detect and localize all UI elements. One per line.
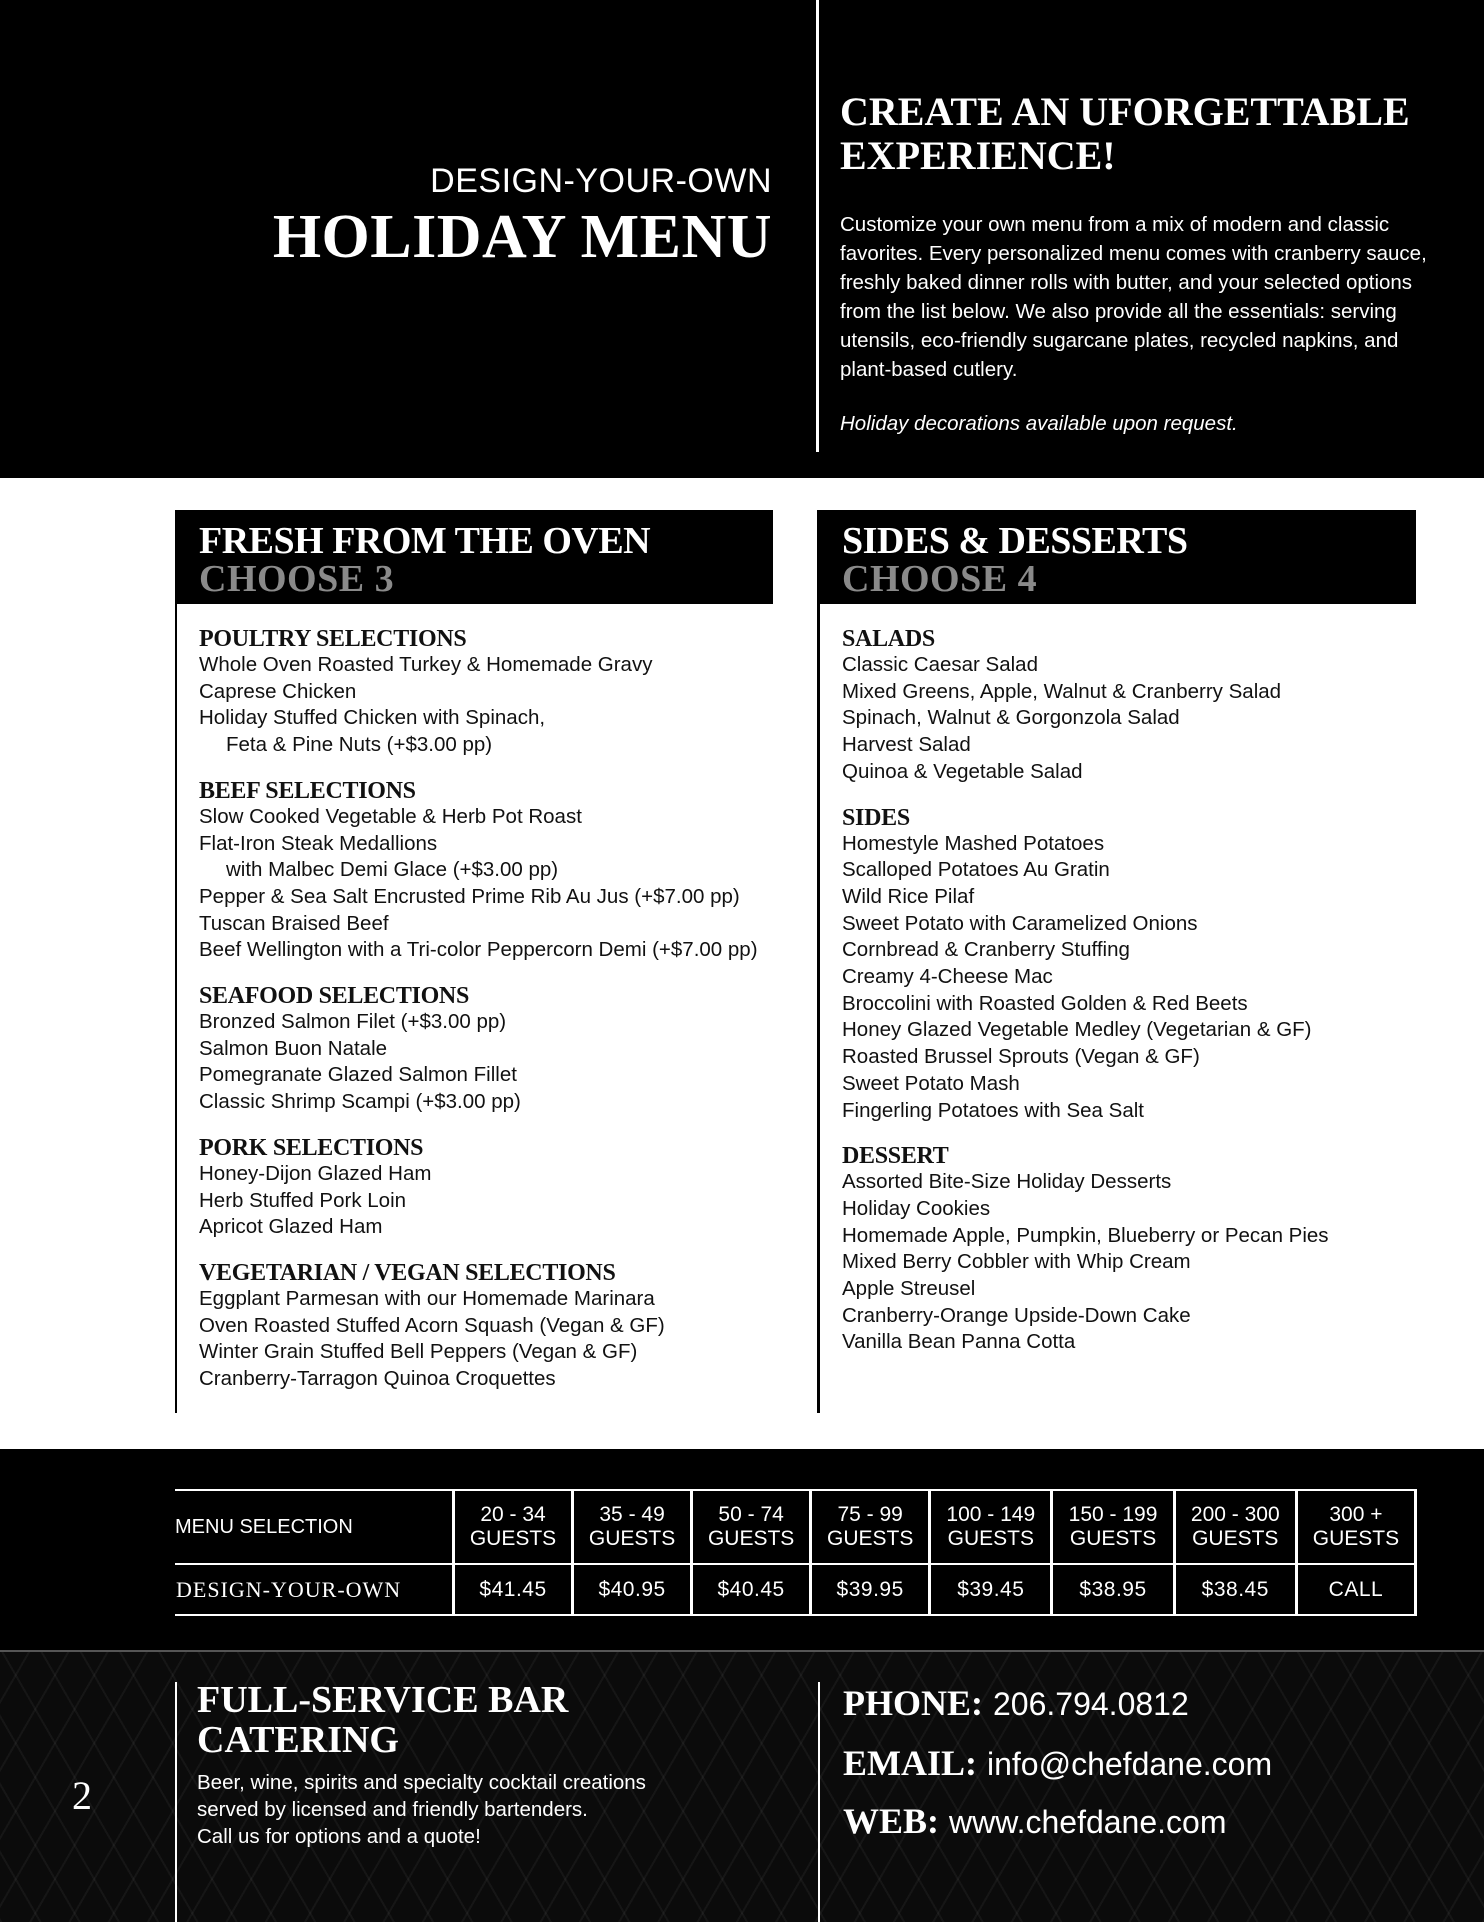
menu-item: Herb Stuffed Pork Loin xyxy=(199,1188,407,1212)
oven-banner xyxy=(177,510,773,604)
tier-header xyxy=(1296,1490,1415,1564)
tier-unit: GUESTS xyxy=(707,1527,795,1550)
menu-item: Holiday Stuffed Chicken with Spinach, xyxy=(199,706,546,730)
menu-item: Harvest Salad xyxy=(842,733,971,757)
section-title: BEEF SELECTIONS xyxy=(199,777,416,804)
menu-item: Classic Caesar Salad xyxy=(842,653,1038,676)
menu-item: Cranberry-Tarragon Quinoa Croquettes xyxy=(199,1367,556,1391)
menu-item: Flat-Iron Steak Medallions xyxy=(199,831,438,855)
pricing-row xyxy=(175,1564,1416,1615)
page-number: 2 xyxy=(72,1773,92,1818)
bar-desc-line: served by licensed and friendly bartenders. xyxy=(197,1798,588,1821)
pricing-table xyxy=(175,1489,1417,1616)
cta-heading xyxy=(840,90,1440,178)
footer-divider xyxy=(175,1682,177,1922)
menu-item: Winter Grain Stuffed Bell Peppers (Vegan & GF) xyxy=(199,1340,638,1364)
bar-catering-title xyxy=(197,1680,657,1760)
menu-item: Whole Oven Roasted Turkey & Homemade Gravy xyxy=(199,653,653,676)
pricing-band xyxy=(0,1449,1484,1650)
menu-item: Classic Shrimp Scampi (+$3.00 pp) xyxy=(199,1090,521,1114)
menu-item: Tuscan Braised Beef xyxy=(199,911,389,935)
menu-item: Feta & Pine Nuts (+$3.00 pp) xyxy=(226,733,493,757)
section-title: DESSERT xyxy=(842,1143,949,1170)
pork-section xyxy=(199,1135,773,1241)
menu-item: Beef Wellington with a Tri-color Peppercorn Demi (+$7.00 pp) xyxy=(199,938,758,962)
email-address[interactable]: info@chefdane.com xyxy=(987,1746,1273,1782)
menu-item: Creamy 4-Cheese Mac xyxy=(842,965,1053,989)
web-label: WEB: xyxy=(843,1801,940,1841)
menu-item: Eggplant Parmesan with our Homemade Marinara xyxy=(199,1286,655,1310)
menu-item: Sweet Potato with Caramelized Onions xyxy=(842,911,1198,935)
email-contact[interactable] xyxy=(843,1742,1272,1784)
sides-section xyxy=(842,805,1416,1125)
design-your-own-label: DESIGN-YOUR-OWN xyxy=(175,1564,454,1615)
phone-number[interactable]: 206.794.0812 xyxy=(993,1686,1189,1722)
menu-item: Fingerling Potatoes with Sea Salt xyxy=(842,1098,1144,1122)
bar-title-line-1: FULL-SERVICE BAR xyxy=(197,1679,569,1721)
menu-pretitle: DESIGN-YOUR-OWN xyxy=(430,162,772,200)
beef-section xyxy=(199,778,773,964)
footer-divider xyxy=(818,1682,820,1922)
tier-range: 100 - 149 xyxy=(946,1503,1036,1526)
menu-item: Slow Cooked Vegetable & Herb Pot Roast xyxy=(199,804,582,828)
menu-item: with Malbec Demi Glace (+$3.00 pp) xyxy=(226,858,559,882)
sides-banner xyxy=(820,510,1416,604)
menu-item: Spinach, Walnut & Gorgonzola Salad xyxy=(842,706,1180,730)
menu-item: Oven Roasted Stuffed Acorn Squash (Vegan & GF) xyxy=(199,1313,665,1337)
menu-item: Pomegranate Glazed Salmon Fillet xyxy=(199,1063,517,1087)
tier-header xyxy=(692,1490,811,1564)
pricing-header-row xyxy=(175,1490,1416,1564)
tier-header xyxy=(573,1490,692,1564)
tier-unit: GUESTS xyxy=(1069,1527,1157,1550)
salads-section xyxy=(842,626,1416,786)
menu-item: Cornbread & Cranberry Stuffing xyxy=(842,938,1130,962)
sides-desserts-column xyxy=(817,510,1416,1413)
cta-line-2: EXPERIENCE! xyxy=(840,133,1116,178)
bar-desc-line: Beer, wine, spirits and specialty cocktail creations xyxy=(197,1771,646,1794)
tier-unit: GUESTS xyxy=(947,1527,1034,1550)
tier-price: $38.95 xyxy=(1052,1564,1174,1615)
menu-item: Honey-Dijon Glazed Ham xyxy=(199,1161,432,1185)
tier-price: $39.95 xyxy=(811,1564,930,1615)
fresh-from-oven-column xyxy=(175,510,773,1413)
menu-item: Salmon Buon Natale xyxy=(199,1036,388,1060)
tier-unit: GUESTS xyxy=(826,1527,914,1550)
menu-selection-header: MENU SELECTION xyxy=(175,1490,454,1564)
section-title: SALADS xyxy=(842,626,935,652)
tier-header xyxy=(1174,1490,1296,1564)
menu-item: Quinoa & Vegetable Salad xyxy=(842,759,1083,783)
sides-choose: CHOOSE 4 xyxy=(842,558,1038,600)
menu-item: Holiday Cookies xyxy=(842,1196,991,1220)
tier-unit: GUESTS xyxy=(1192,1527,1279,1550)
tier-unit: GUESTS xyxy=(1312,1527,1400,1550)
bar-catering-description xyxy=(197,1769,697,1850)
vegetarian-section xyxy=(199,1260,773,1393)
tier-price: $38.45 xyxy=(1174,1564,1296,1615)
phone-label: PHONE: xyxy=(843,1683,983,1723)
tier-range: 150 - 199 xyxy=(1068,1503,1158,1526)
tier-price: $40.45 xyxy=(692,1564,811,1615)
tier-header xyxy=(930,1490,1052,1564)
menu-item: Apricot Glazed Ham xyxy=(199,1215,383,1239)
header-divider xyxy=(816,0,819,452)
footer xyxy=(0,1650,1484,1922)
decorations-note: Holiday decorations available upon request. xyxy=(840,412,1238,435)
menu-item: Wild Rice Pilaf xyxy=(842,884,975,908)
oven-choose: CHOOSE 3 xyxy=(199,558,395,600)
tier-range: 200 - 300 xyxy=(1190,1503,1280,1526)
tier-header xyxy=(1052,1490,1174,1564)
menu-item: Honey Glazed Vegetable Medley (Vegetarian & GF) xyxy=(842,1018,1312,1042)
menu-item: Scalloped Potatoes Au Gratin xyxy=(842,858,1110,882)
menu-item: Caprese Chicken xyxy=(199,679,357,703)
menu-item: Assorted Bite-Size Holiday Desserts xyxy=(842,1170,1172,1194)
tier-unit: GUESTS xyxy=(588,1527,676,1550)
tier-header xyxy=(454,1490,573,1564)
menu-item: Bronzed Salmon Filet (+$3.00 pp) xyxy=(199,1010,507,1034)
section-title: SIDES xyxy=(842,804,910,831)
tier-range: 75 - 99 xyxy=(837,1503,903,1526)
menu-item: Cranberry-Orange Upside-Down Cake xyxy=(842,1303,1191,1327)
email-label: EMAIL: xyxy=(843,1743,977,1783)
sides-title: SIDES & DESSERTS xyxy=(842,520,1188,562)
menu-title: HOLIDAY MENU xyxy=(272,203,772,271)
tier-range: 20 - 34 xyxy=(480,1503,546,1526)
tier-price: CALL xyxy=(1296,1564,1415,1615)
section-title: PORK SELECTIONS xyxy=(199,1134,424,1161)
tier-range: 50 - 74 xyxy=(718,1503,784,1526)
menu-description: Customize your own menu from a mix of modern and classic favorites. Every personalized menu comes with cranberry sauce, freshly baked dinner rolls with butter, and your selected options from the list below. We also provide all the essentials: serving utensils, eco-friendly sugarcane plates, recycled napkins, and plant-based cutlery. xyxy=(840,213,1427,381)
tier-range: 300 + xyxy=(1329,1503,1383,1526)
cta-line-1: CREATE AN UFORGETTABLE xyxy=(840,89,1410,134)
header-banner xyxy=(0,0,1484,478)
menu-item: Homestyle Mashed Potatoes xyxy=(842,831,1105,855)
tier-unit: GUESTS xyxy=(469,1527,557,1550)
menu-item: Sweet Potato Mash xyxy=(842,1071,1020,1095)
menu-item: Pepper & Sea Salt Encrusted Prime Rib Au Jus (+$7.00 pp) xyxy=(199,884,740,908)
tier-price: $41.45 xyxy=(454,1564,573,1615)
menu-item: Homemade Apple, Pumpkin, Blueberry or Pecan Pies xyxy=(842,1223,1329,1247)
tier-price: $40.95 xyxy=(573,1564,692,1615)
menu-item: Apple Streusel xyxy=(842,1277,976,1301)
poultry-section xyxy=(199,626,773,759)
menu-item: Mixed Greens, Apple, Walnut & Cranberry Salad xyxy=(842,679,1282,703)
phone-contact[interactable] xyxy=(843,1682,1189,1724)
dessert-section xyxy=(842,1143,1416,1356)
menu-item: Roasted Brussel Sprouts (Vegan & GF) xyxy=(842,1045,1200,1069)
bar-title-line-2: CATERING xyxy=(197,1719,399,1761)
web-contact[interactable] xyxy=(843,1800,1226,1842)
menu-item: Vanilla Bean Panna Cotta xyxy=(842,1330,1076,1354)
oven-title: FRESH FROM THE OVEN xyxy=(199,520,651,562)
menu-item: Broccolini with Roasted Golden & Red Beets xyxy=(842,991,1248,1015)
menu-item: Mixed Berry Cobbler with Whip Cream xyxy=(842,1250,1191,1274)
seafood-section xyxy=(199,983,773,1116)
tier-header xyxy=(811,1490,930,1564)
tier-price: $39.45 xyxy=(930,1564,1052,1615)
tier-range: 35 - 49 xyxy=(599,1503,665,1526)
section-title: SEAFOOD SELECTIONS xyxy=(199,983,470,1010)
section-title: VEGETARIAN / VEGAN SELECTIONS xyxy=(199,1259,616,1286)
section-title: POULTRY SELECTIONS xyxy=(199,626,467,652)
bar-desc-line: Call us for options and a quote! xyxy=(197,1825,481,1848)
website-link[interactable]: www.chefdane.com xyxy=(949,1804,1227,1840)
